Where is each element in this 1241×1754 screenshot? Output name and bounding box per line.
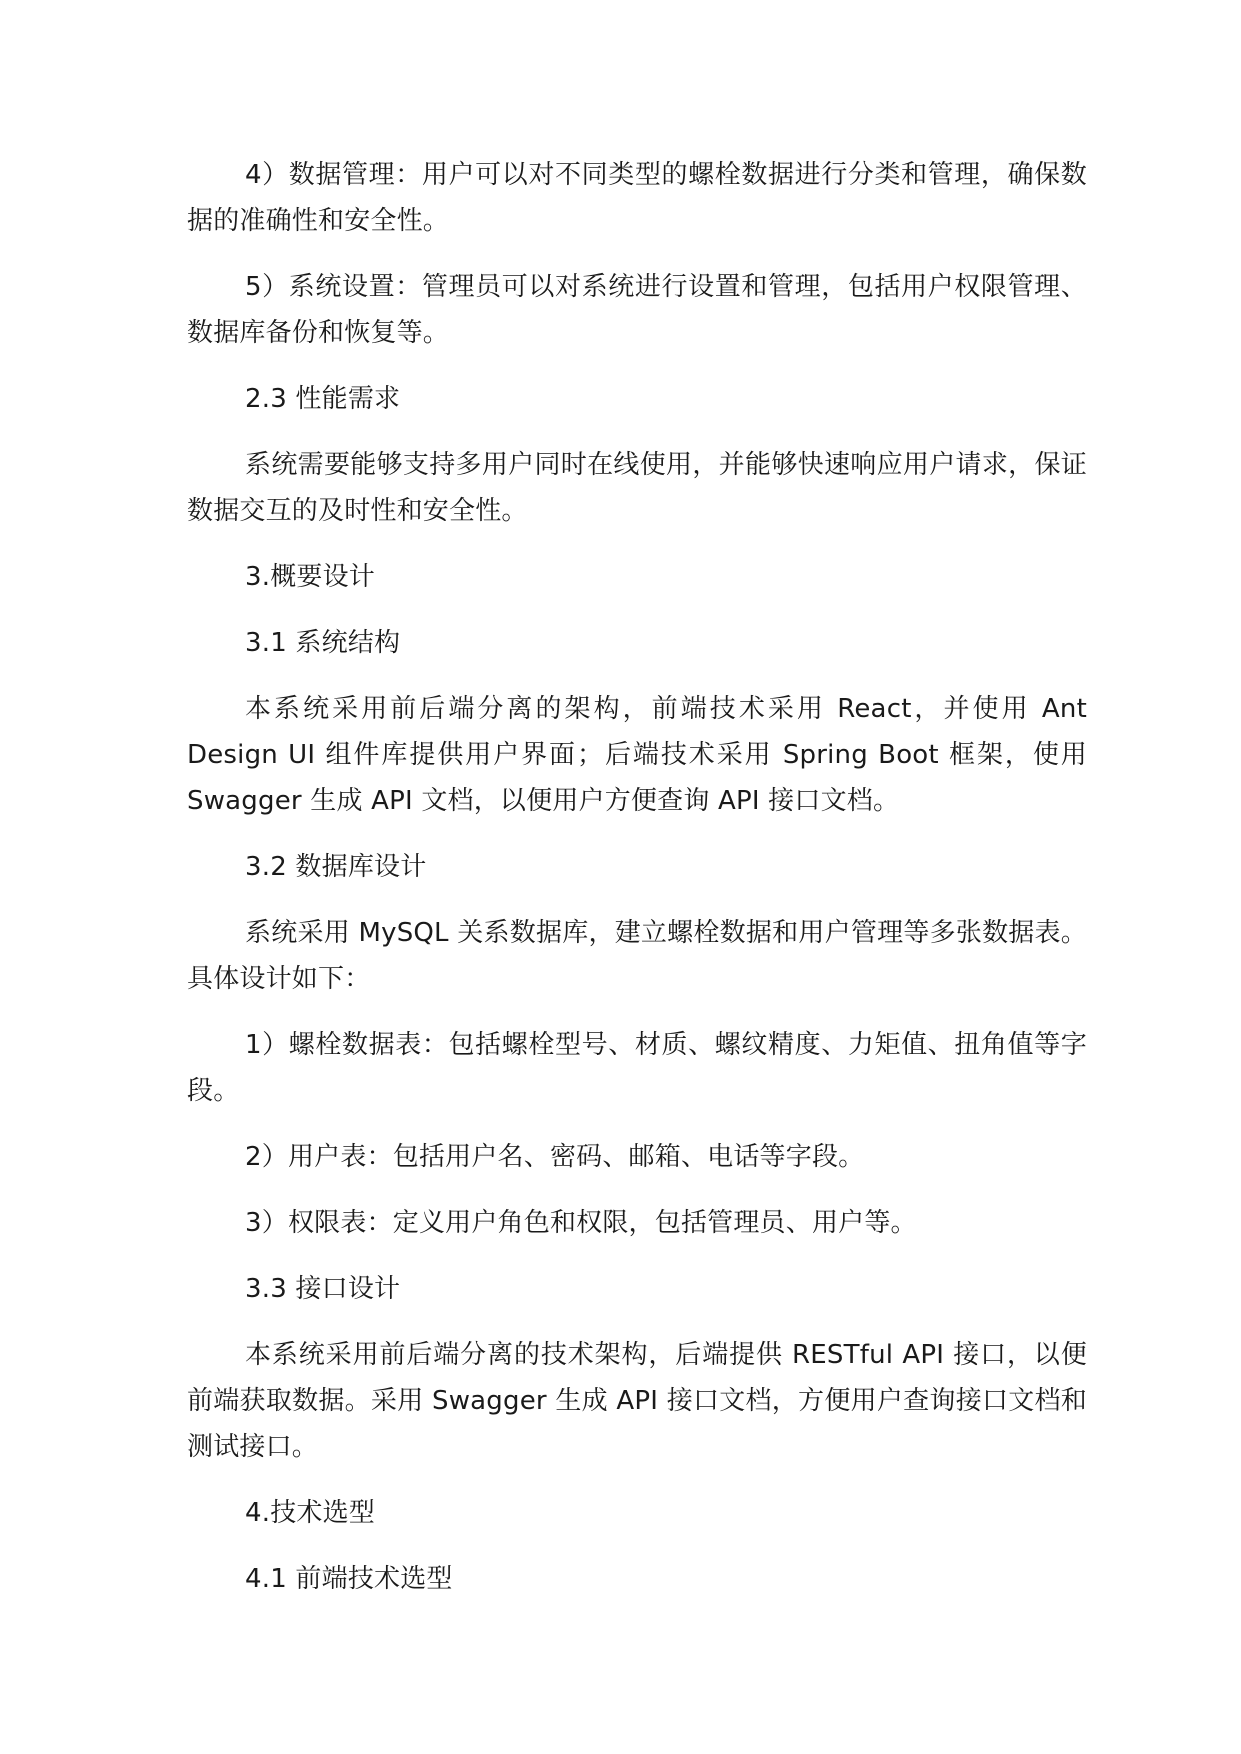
heading-outline-design: 3.概要设计 [245,562,376,592]
heading-interface-design: 3.3 接口设计 [245,1274,401,1304]
heading-technology-selection: 4.技术选型 [245,1498,376,1528]
paragraph-performance-description: 系统需要能够支持多用户同时在线使用，并能够快速响应用户请求，保证数据交互的及时性和安全性。 [187,450,1087,526]
heading-frontend-technology: 4.1 前端技术选型 [245,1564,453,1594]
heading-database-design: 3.2 数据库设计 [245,852,427,882]
paragraph-bolt-data-table: 1）螺栓数据表：包括螺栓型号、材质、螺纹精度、力矩值、扭角值等字段。 [187,1030,1087,1106]
heading-performance-requirements: 2.3 性能需求 [245,384,401,414]
document-body [187,152,1087,1622]
paragraph-data-management: 4）数据管理：用户可以对不同类型的螺栓数据进行分类和管理，确保数据的准确性和安全性。 [187,160,1087,236]
paragraph-permission-table: 3）权限表：定义用户角色和权限，包括管理员、用户等。 [245,1208,917,1238]
paragraph-user-table: 2）用户表：包括用户名、密码、邮箱、电话等字段。 [245,1142,865,1172]
paragraph-database-overview: 系统采用 MySQL 关系数据库，建立螺栓数据和用户管理等多张数据表。具体设计如下： [187,918,1087,994]
paragraph-interface-design: 本系统采用前后端分离的技术架构，后端提供 RESTful API 接口，以便前端获取数据。采用 Swagger 生成 API 接口文档，方便用户查询接口文档和测试接口。 [187,1340,1087,1462]
heading-system-structure: 3.1 系统结构 [245,628,401,658]
paragraph-system-settings: 5）系统设置：管理员可以对系统进行设置和管理，包括用户权限管理、数据库备份和恢复等。 [187,272,1087,348]
paragraph-system-structure: 本系统采用前后端分离的架构，前端技术采用 React，并使用 Ant Design UI 组件库提供用户界面；后端技术采用 Spring Boot 框架，使用 Swagger 生成 API 文档，以便用户方便查询 API 接口文档。 [187,694,1087,816]
